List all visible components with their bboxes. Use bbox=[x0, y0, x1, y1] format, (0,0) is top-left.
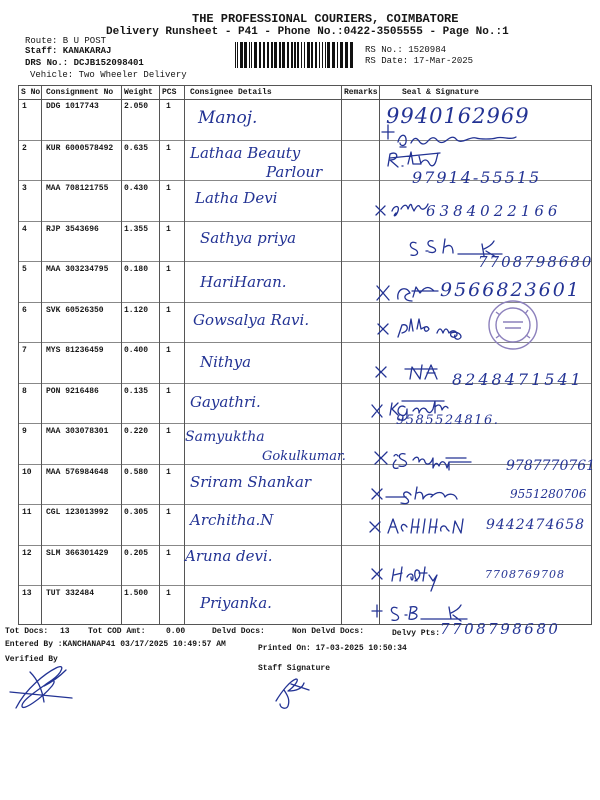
consignee-name: Gokulkumar. bbox=[262, 449, 346, 464]
weight-value: 0.430 bbox=[124, 184, 149, 193]
table-row bbox=[19, 585, 591, 626]
weight-value: 2.050 bbox=[124, 102, 149, 111]
table-row bbox=[19, 180, 591, 221]
rs-date: RS Date: 17-Mar-2025 bbox=[365, 56, 474, 66]
barcode-bars bbox=[235, 42, 353, 68]
consignment-number: SVK 60526350 bbox=[46, 305, 104, 315]
total-cod-label: Tot COD Amt: bbox=[88, 627, 146, 636]
column-header-seal-signature: Seal & Signature bbox=[402, 88, 479, 97]
route-label: Route: B U POST bbox=[25, 36, 107, 46]
serial-number: 12 bbox=[22, 548, 32, 558]
serial-number: 1 bbox=[22, 102, 27, 111]
table-row bbox=[19, 383, 591, 424]
receiver-phone-number: 9585524816. bbox=[396, 413, 500, 428]
pcs-value: 1 bbox=[166, 548, 171, 558]
serial-number: 9 bbox=[22, 427, 27, 436]
serial-number: 3 bbox=[22, 184, 27, 193]
table-row bbox=[19, 545, 591, 586]
rs-number: RS No.: 1520984 bbox=[365, 45, 447, 55]
consignment-number: KUR 6000578492 bbox=[46, 143, 114, 153]
receiver-phone-number: 97914-55515 bbox=[412, 168, 542, 187]
pcs-value: 1 bbox=[166, 143, 171, 153]
staff-signature-label: Staff Signature bbox=[258, 664, 331, 673]
drs-number: DRS No.: DCJB152098401 bbox=[25, 58, 144, 68]
pcs-value: 1 bbox=[166, 589, 171, 598]
printed-on: Printed On: 17-03-2025 10:50:34 bbox=[258, 644, 407, 653]
receiver-phone-number: 9551280706 bbox=[510, 487, 587, 501]
table-row bbox=[19, 99, 591, 140]
table-row bbox=[19, 261, 591, 302]
table-row bbox=[19, 504, 591, 545]
column-header-remarks: Remarks bbox=[344, 88, 378, 97]
non-delivered-docs-label: Non Delvd Docs: bbox=[292, 627, 365, 636]
vehicle-label: Vehicle: Two Wheeler Delivery bbox=[30, 70, 187, 80]
weight-value: 0.135 bbox=[124, 386, 149, 396]
table-row bbox=[19, 464, 591, 505]
verified-by-label: Verified By bbox=[5, 655, 58, 664]
pcs-value: 1 bbox=[166, 467, 171, 477]
weight-value: 1.500 bbox=[124, 589, 149, 598]
delivered-docs-label: Delvd Docs: bbox=[212, 627, 265, 636]
column-divider bbox=[341, 86, 342, 624]
weight-value: 0.180 bbox=[124, 265, 149, 274]
entered-by: Entered By :KANCHANAP41 03/17/2025 10:49:57 AM bbox=[5, 640, 226, 649]
serial-number: 4 bbox=[22, 224, 27, 234]
consignee-name: Manoj. bbox=[198, 108, 258, 128]
table-body bbox=[19, 86, 594, 624]
column-header-weight: Weight bbox=[124, 88, 153, 97]
consignee-name: Lathaa Beauty bbox=[190, 144, 301, 162]
pcs-value: 1 bbox=[166, 427, 171, 436]
consignee-name: Gowsalya Ravi. bbox=[193, 311, 310, 329]
consignment-number: CGL 123013992 bbox=[46, 508, 109, 517]
consignee-name: Gayathri. bbox=[190, 393, 261, 411]
serial-number: 7 bbox=[22, 346, 27, 355]
runsheet-table bbox=[18, 85, 592, 625]
consignee-name: Architha.N bbox=[190, 511, 274, 529]
receiver-phone-number: 7708798680 bbox=[440, 620, 561, 638]
serial-number: 11 bbox=[22, 508, 32, 517]
pcs-value: 1 bbox=[166, 346, 171, 355]
consignment-number: TUT 332484 bbox=[46, 589, 95, 598]
pcs-value: 1 bbox=[166, 508, 171, 517]
column-divider bbox=[121, 86, 122, 624]
consignment-number: RJP 3543696 bbox=[46, 224, 99, 234]
weight-value: 1.355 bbox=[124, 224, 149, 234]
table-row bbox=[19, 221, 591, 262]
column-divider bbox=[184, 86, 185, 624]
column-header-consignee: Consignee Details bbox=[190, 88, 272, 97]
pcs-value: 1 bbox=[166, 102, 171, 111]
table-row bbox=[19, 140, 591, 181]
consignment-number: SLM 366301429 bbox=[46, 548, 109, 558]
receiver-phone-number: 8248471541 bbox=[452, 370, 584, 389]
weight-value: 1.120 bbox=[124, 305, 149, 315]
weight-value: 0.635 bbox=[124, 143, 149, 153]
consignment-number: MAA 708121755 bbox=[46, 184, 109, 193]
consignee-name: Priyanka. bbox=[200, 594, 272, 612]
consignee-name: Sathya priya bbox=[200, 229, 297, 247]
pcs-value: 1 bbox=[166, 184, 171, 193]
staff-signature-mark bbox=[276, 679, 309, 708]
weight-value: 0.400 bbox=[124, 346, 149, 355]
receiver-phone-number: 7708769708 bbox=[485, 568, 565, 581]
pcs-value: 1 bbox=[166, 224, 171, 234]
consignee-name: Samyuktha bbox=[185, 429, 265, 445]
pcs-value: 1 bbox=[166, 265, 171, 274]
staff-label: Staff: KANAKARAJ bbox=[25, 46, 112, 56]
serial-number: 8 bbox=[22, 386, 27, 396]
weight-value: 0.305 bbox=[124, 508, 149, 517]
receiver-phone-number: 9787770761 bbox=[506, 458, 596, 474]
weight-value: 0.580 bbox=[124, 467, 149, 477]
column-divider bbox=[159, 86, 160, 624]
runsheet-title: Delivery Runsheet - P41 - Phone No.:0422-3505555 - Page No.:1 bbox=[106, 26, 509, 38]
column-header-consignment: Consignment No bbox=[46, 88, 114, 97]
consignee-name: Aruna devi. bbox=[185, 547, 273, 565]
consignment-number: MYS 81236459 bbox=[46, 346, 104, 355]
pcs-value: 1 bbox=[166, 305, 171, 315]
table-row bbox=[19, 423, 591, 464]
consignee-name: Parlour bbox=[266, 163, 323, 181]
weight-value: 0.220 bbox=[124, 427, 149, 436]
pcs-value: 1 bbox=[166, 386, 171, 396]
consignment-number: MAA 303234795 bbox=[46, 265, 109, 274]
consignment-number: PON 9216486 bbox=[46, 386, 99, 396]
consignee-name: Sriram Shankar bbox=[190, 473, 312, 491]
column-divider bbox=[379, 86, 380, 624]
column-header-pcs: PCS bbox=[162, 88, 177, 97]
serial-number: 10 bbox=[22, 467, 32, 477]
delivery-points-label: Delvy Pts: bbox=[392, 629, 441, 638]
consignee-name: Nithya bbox=[200, 353, 252, 371]
total-cod-value: 0.00 bbox=[166, 627, 186, 636]
total-docs-label: Tot Docs: bbox=[5, 627, 49, 636]
table-row bbox=[19, 302, 591, 343]
receiver-phone-number: 7708798680 bbox=[478, 253, 594, 271]
column-header-sno: S No bbox=[21, 88, 41, 97]
barcode bbox=[235, 42, 355, 68]
receiver-phone-number: 6384022166 bbox=[426, 202, 562, 220]
total-docs-value: 13 bbox=[60, 627, 70, 636]
consignee-name: HariHaran. bbox=[200, 273, 287, 291]
consignee-name: Latha Devi bbox=[195, 189, 278, 207]
column-divider bbox=[41, 86, 42, 624]
weight-value: 0.205 bbox=[124, 548, 149, 558]
receiver-phone-number: 9566823601 bbox=[440, 279, 581, 301]
table-row bbox=[19, 342, 591, 383]
verified-by-signature bbox=[10, 667, 72, 708]
consignment-number: MAA 576984648 bbox=[46, 467, 109, 477]
receiver-phone-number: 9442474658 bbox=[486, 517, 586, 533]
serial-number: 5 bbox=[22, 265, 27, 274]
serial-number: 13 bbox=[22, 589, 32, 598]
company-name: THE PROFESSIONAL COURIERS, COIMBATORE bbox=[192, 12, 459, 26]
consignment-number: MAA 303078301 bbox=[46, 427, 109, 436]
serial-number: 6 bbox=[22, 305, 27, 315]
serial-number: 2 bbox=[22, 143, 27, 153]
consignment-number: DDG 1017743 bbox=[46, 102, 99, 111]
receiver-phone-number: 9940162969 bbox=[386, 104, 530, 128]
